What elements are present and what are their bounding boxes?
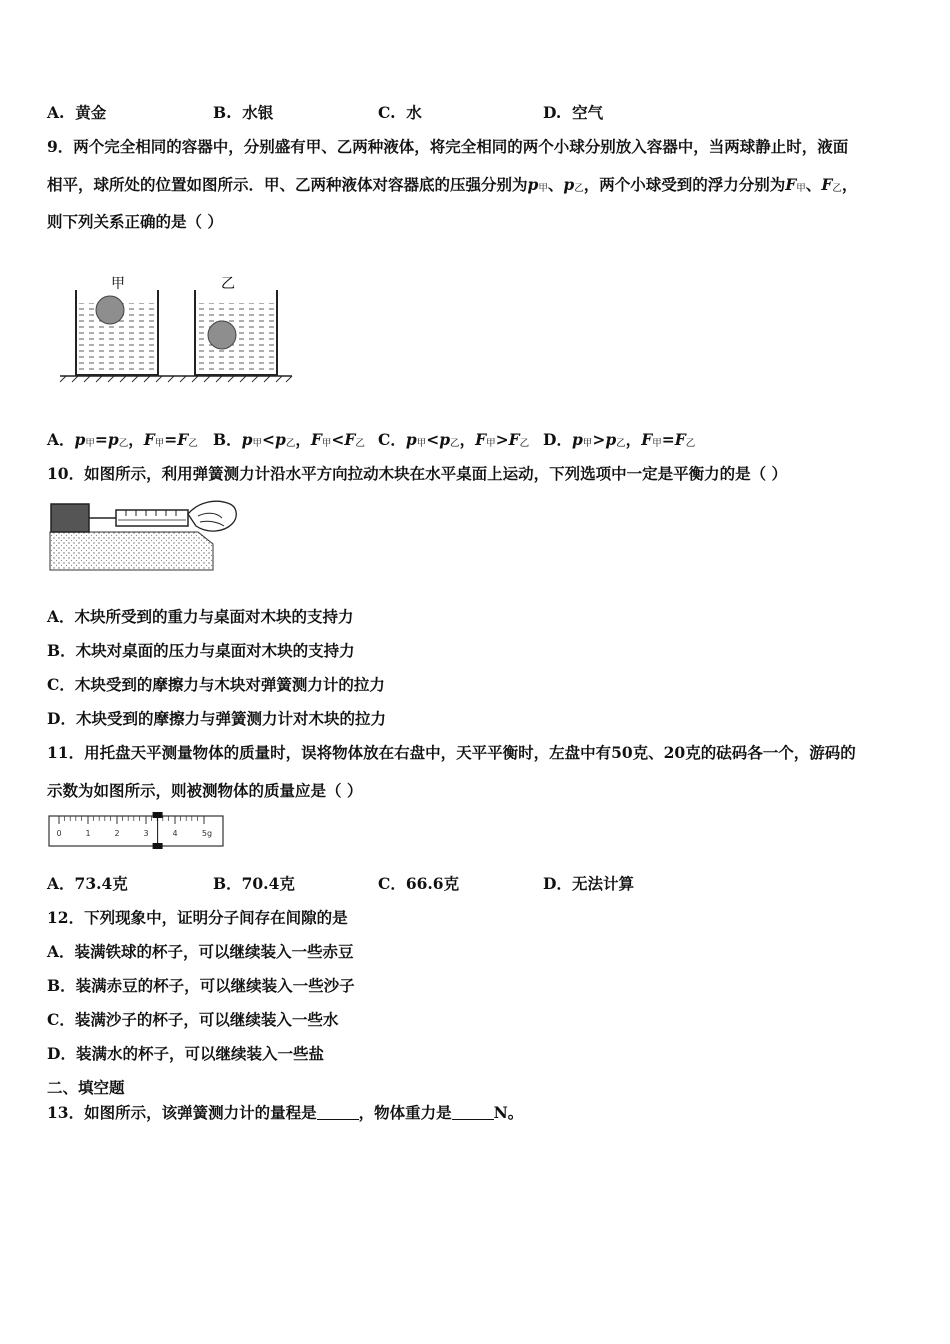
- q13-stem: 13．如图所示，该弹簧测力计的量程是 ，物体重力是 N。: [47, 1103, 524, 1122]
- ruler-tick-label-5g: 5g: [201, 829, 213, 838]
- wood-block: [51, 504, 89, 532]
- q9-option-a: A．p甲=p乙，F甲=F乙: [47, 430, 198, 449]
- hand: [188, 501, 236, 531]
- q13-blank-range[interactable]: [317, 1105, 359, 1120]
- label-yi: 乙: [221, 276, 235, 292]
- ruler-tick-label-2: 2: [114, 829, 120, 838]
- q10-option-c: C．木块受到的摩擦力与木块对弹簧测力计的拉力: [47, 675, 385, 694]
- q11-option-b: B．70.4克: [213, 874, 295, 893]
- q10-stem: 10．如图所示，利用弹簧测力计沿水平方向拉动木块在水平桌面上运动，下列选项中一定是平衡力的是（ ）: [47, 464, 787, 483]
- q9-stem-line1: 9．两个完全相同的容器中，分别盛有甲、乙两种液体，将完全相同的两个小球分别放入容器中，当两球静止时，液面: [47, 137, 849, 156]
- q8-option-d: D. 空气: [543, 103, 604, 122]
- section-title-fill-in: 二、填空题: [47, 1078, 125, 1097]
- ruler-tick-label-0: 0: [56, 829, 62, 838]
- ruler-tick-label-1: 1: [85, 829, 91, 838]
- ruler-tick-label-3: 3: [143, 829, 149, 838]
- q10-spring-scale-figure: [48, 492, 240, 574]
- q8-option-b: B. 水银: [213, 103, 274, 122]
- q9-option-b: B．p甲<p乙，F甲<F乙: [213, 430, 365, 449]
- q9-containers-figure: [58, 270, 298, 385]
- ball-yi: [208, 321, 236, 349]
- q8-option-a: A. 黄金: [47, 103, 107, 122]
- q11-rider-scale-figure: [47, 812, 227, 852]
- q10-option-d: D．木块受到的摩擦力与弹簧测力计对木块的拉力: [47, 709, 386, 728]
- q10-option-a: A．木块所受到的重力与桌面对木块的支持力: [47, 607, 354, 626]
- q9-stem-line3: 则下列关系正确的是（ ）: [47, 212, 223, 231]
- ruler-tick-label-4: 4: [172, 829, 178, 838]
- q9-option-d: D．p甲>p乙，F甲=F乙: [543, 430, 696, 449]
- q9-option-c: C．p甲<p乙，F甲>F乙: [378, 430, 530, 449]
- q8-option-c: C. 水: [378, 103, 422, 122]
- table-surface: [50, 532, 213, 570]
- q13-blank-weight[interactable]: [452, 1105, 494, 1120]
- ground-hatch: [60, 376, 292, 382]
- q12-option-c: C．装满沙子的杯子，可以继续装入一些水: [47, 1010, 339, 1029]
- q12-stem: 12．下列现象中，证明分子间存在间隙的是: [47, 908, 348, 927]
- q12-option-a: A．装满铁球的杯子，可以继续装入一些赤豆: [47, 942, 354, 961]
- q11-stem-line2: 示数为如图所示，则被测物体的质量应是（ ）: [47, 781, 363, 800]
- label-jia: 甲: [111, 276, 125, 292]
- ruler-body: [49, 816, 223, 846]
- q11-stem-line1: 11．用托盘天平测量物体的质量时，误将物体放在右盘中，天平平衡时，左盘中有50克、20克的砝码各一个，游码的: [47, 743, 856, 762]
- q11-option-d: D．无法计算: [543, 874, 634, 893]
- q11-option-c: C．66.6克: [378, 874, 460, 893]
- ball-jia: [96, 296, 124, 324]
- q11-option-a: A．73.4克: [47, 874, 128, 893]
- q9-stem-line2: 相平，球所处的位置如图所示．甲、乙两种液体对容器底的压强分别为p甲、p乙，两个小球受到的浮力分别为F甲、F乙，: [47, 175, 858, 194]
- spring-scale-body: [116, 510, 188, 526]
- q12-option-b: B．装满赤豆的杯子，可以继续装入一些沙子: [47, 976, 355, 995]
- q10-option-b: B．木块对桌面的压力与桌面对木块的支持力: [47, 641, 355, 660]
- q12-option-d: D．装满水的杯子，可以继续装入一些盐: [47, 1044, 324, 1063]
